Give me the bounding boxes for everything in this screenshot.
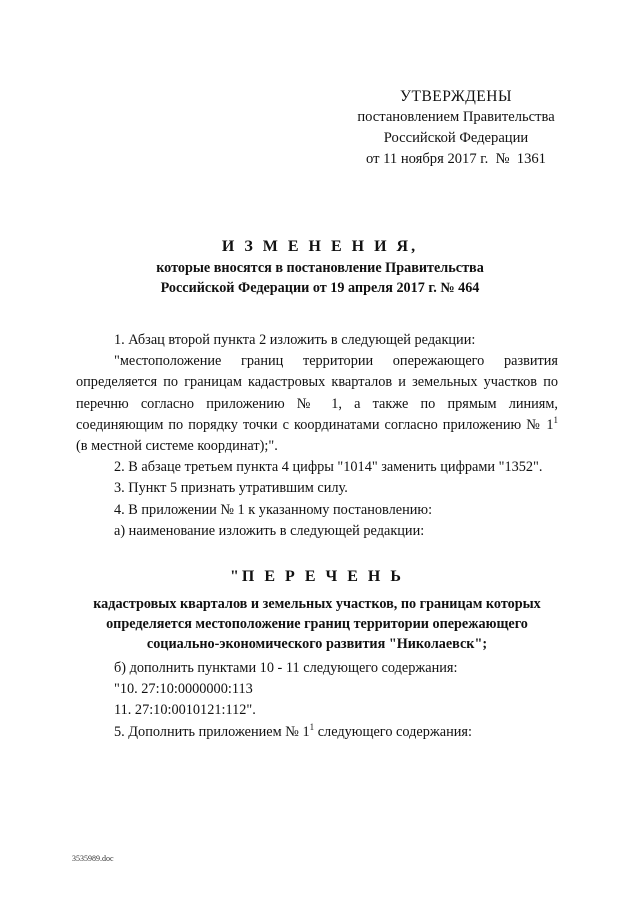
entry-10: "10. 27:10:0000000:113 [114,681,253,698]
item-1: 1. Абзац второй пункта 2 изложить в следующей редакции: [114,332,476,348]
item-5-end: следующего содержания: [314,723,472,740]
item-1-quote-superscript: 1 [553,415,558,426]
approval-line-3: от 11 ноября 2017 г. № 1361 [366,151,546,167]
approval-line-1: постановлением Правительства [357,109,555,125]
item-3: 3. Пункт 5 признать утратившим силу. [114,480,348,497]
item-1-quote [76,351,558,457]
title-subtitle-2: Российской Федерации от 19 апреля 2017 г. № 464 [160,280,480,296]
list-heading-main: "П Е Р Е Ч Е Н Ь [230,568,404,585]
approval-heading: УТВЕРЖДЕНЫ [400,88,512,105]
item-5 [76,722,558,743]
item-4: 4. В приложении № 1 к указанному постановлению: [114,501,433,518]
item-1-quote-text: "местоположение границ территории опережающего развития определяется по границам кадастровых кварталов и земельных участков по перечню согласно приложению № 1, а также по прямым линиям, соединяющим по порядку точки с координатами согласно приложению № 1 [76,353,558,433]
list-heading-subtitle: кадастровых кварталов и земельных участков, по границам которых определяется местоположение границ территории опережающего социально-экономического развития "Николаевск"; [93,596,541,652]
item-2: 2. В абзаце третьем пункта 4 цифры "1014" заменить цифрами "1352". [114,459,543,476]
item-5-text: 5. Дополнить приложением № 1 [114,723,310,740]
title-subtitle-1: которые вносятся в постановление Правительства [156,260,484,276]
list-heading [76,566,558,654]
item-1-quote-end: (в местной системе координат);". [76,438,278,455]
entry-11: 11. 27:10:0010121:112". [114,702,256,719]
document-body-continued [76,658,558,743]
item-5-superscript: 1 [309,721,315,732]
item-4b: б) дополнить пунктами 10 - 11 следующего содержания: [114,660,458,676]
document-code: 3535989.doc [72,854,114,863]
approval-block [330,86,582,170]
document-title [80,236,560,298]
approval-line-2: Российской Федерации [383,130,529,146]
title-main: И З М Е Н Е Н И Я, [221,238,419,255]
item-4a: а) наименование изложить в следующей редакции: [114,522,425,539]
document-body [76,330,558,542]
